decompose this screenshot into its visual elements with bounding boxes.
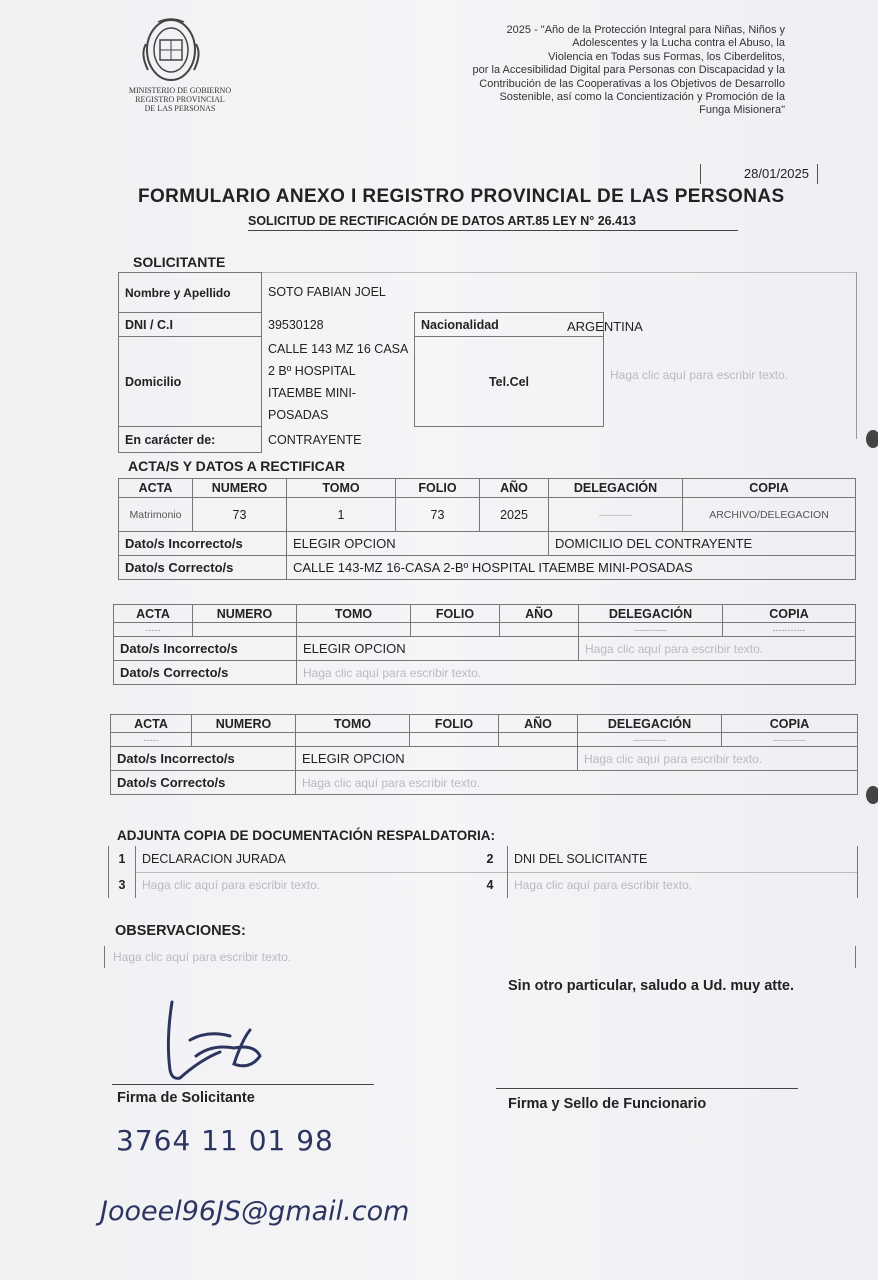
acta-value[interactable]: Matrimonio	[119, 498, 193, 532]
incorrect-label: Dato/s Incorrecto/s	[114, 637, 297, 661]
adjunta-item[interactable]: Haga clic aquí para escribir texto.	[508, 872, 858, 898]
incorrect-option-select[interactable]: ELEGIR OPCION	[296, 747, 578, 771]
ministry-line: REGISTRO PROVINCIAL	[135, 95, 225, 104]
section-observaciones: OBSERVACIONES:	[115, 923, 246, 939]
firma-solicitante-label: Firma de Solicitante	[117, 1090, 255, 1106]
correct-label: Dato/s Correcto/s	[114, 661, 297, 685]
correct-label: Dato/s Correcto/s	[111, 771, 296, 795]
col-delegacion: DELEGACIÓN	[549, 479, 683, 498]
folio-value[interactable]: 73	[396, 498, 480, 532]
anio-value[interactable]	[500, 623, 579, 637]
correct-text-field[interactable]: Haga clic aquí para escribir texto.	[296, 771, 858, 795]
delegacion-value[interactable]: -----------	[549, 498, 683, 532]
adjunta-item[interactable]: Haga clic aquí para escribir texto.	[136, 872, 474, 898]
incorrect-text-field[interactable]: Haga clic aquí para escribir texto.	[579, 637, 856, 661]
incorrect-label: Dato/s Incorrecto/s	[111, 747, 296, 771]
col-folio: FOLIO	[411, 605, 500, 623]
col-acta: ACTA	[114, 605, 193, 623]
observaciones-field[interactable]: Haga clic aquí para escribir texto.	[104, 946, 856, 968]
col-anio: AÑO	[499, 715, 578, 733]
col-tomo: TOMO	[296, 715, 410, 733]
ministry-line: DE LAS PERSONAS	[144, 104, 216, 113]
section-adjunta: ADJUNTA COPIA DE DOCUMENTACIÓN RESPALDATORIA:	[117, 828, 495, 843]
solicitante-table	[118, 272, 604, 453]
nombre-field[interactable]: SOTO FABIAN JOEL	[268, 285, 386, 300]
dni-field[interactable]: 39530128	[268, 317, 324, 332]
copia-value[interactable]: -----------	[722, 733, 858, 747]
acta-value[interactable]: -----	[114, 623, 193, 637]
correct-text-field[interactable]: CALLE 143-MZ 16-CASA 2-Bº HOSPITAL ITAEMBE MINI-POSADAS	[287, 556, 856, 580]
folio-value[interactable]	[410, 733, 499, 747]
anio-value[interactable]: 2025	[480, 498, 549, 532]
dni-label: DNI / C.I	[119, 313, 262, 337]
col-delegacion: DELEGACIÓN	[579, 605, 723, 623]
col-numero: NUMERO	[193, 479, 287, 498]
col-acta: ACTA	[111, 715, 192, 733]
binder-hole-icon	[866, 430, 878, 448]
correct-label: Dato/s Correcto/s	[119, 556, 287, 580]
tomo-value[interactable]: 1	[287, 498, 396, 532]
incorrect-text-field[interactable]: DOMICILIO DEL CONTRAYENTE	[549, 532, 856, 556]
col-folio: FOLIO	[410, 715, 499, 733]
incorrect-text-field[interactable]: Haga clic aquí para escribir texto.	[578, 747, 858, 771]
adjunta-item[interactable]: DNI DEL SOLICITANTE	[508, 846, 858, 872]
acta-value[interactable]: -----	[111, 733, 192, 747]
col-copia: COPIA	[683, 479, 856, 498]
adjunta-table	[108, 846, 858, 898]
copia-value[interactable]: ARCHIVO/DELEGACION	[683, 498, 856, 532]
year-motto: 2025 - "Año de la Protección Integral para Niñas, Niños y Adolescentes y la Lucha contra el Abuso, la Violencia en Todas sus Formas, los Ciberdelitos, por la Accesibilidad Digital para Personas con Discapacidad y la Contribución de las Cooperativas a los Objetivos de Desarrollo Sostenible, así como la Concientización y Promoción de la Funga Misionera"	[472, 24, 785, 117]
nombre-label: Nombre y Apellido	[119, 273, 262, 313]
adjunta-item[interactable]: DECLARACION JURADA	[136, 846, 474, 872]
form-title: FORMULARIO ANEXO I REGISTRO PROVINCIAL DE LAS PERSONAS	[138, 186, 785, 207]
anio-value[interactable]	[499, 733, 578, 747]
incorrect-option-select[interactable]: ELEGIR OPCION	[287, 532, 549, 556]
col-folio: FOLIO	[396, 479, 480, 498]
numero-value[interactable]	[192, 733, 296, 747]
adjunta-number: 2	[486, 851, 494, 866]
applicant-signature-icon	[150, 1000, 280, 1100]
delegacion-value[interactable]: -----------	[578, 733, 722, 747]
closing-text: Sin otro particular, saludo a Ud. muy atte.	[508, 978, 795, 994]
signature-line-applicant	[112, 1084, 374, 1085]
domicilio-label: Domicilio	[119, 337, 262, 427]
incorrect-option-select[interactable]: ELEGIR OPCION	[297, 637, 579, 661]
ministry-name	[100, 86, 260, 113]
col-anio: AÑO	[480, 479, 549, 498]
col-numero: NUMERO	[192, 715, 296, 733]
col-tomo: TOMO	[287, 479, 396, 498]
numero-value[interactable]	[193, 623, 297, 637]
adjunta-number: 4	[473, 872, 508, 898]
acta-block-3	[110, 714, 858, 795]
adjunta-number: 1	[109, 846, 136, 872]
telcel-label: Tel.Cel	[415, 337, 604, 427]
form-subtitle: SOLICITUD DE RECTIFICACIÓN DE DATOS ART.85 LEY N° 26.413	[248, 214, 738, 231]
signature-line-official	[496, 1088, 798, 1089]
section-actas: ACTA/S Y DATOS A RECTIFICAR	[128, 458, 346, 474]
nacionalidad-field[interactable]: ARGENTINA	[567, 319, 643, 334]
caracter-field[interactable]: CONTRAYENTE	[268, 432, 362, 447]
caracter-label: En carácter de:	[119, 427, 262, 453]
col-acta: ACTA	[119, 479, 193, 498]
provincial-seal-icon	[136, 14, 206, 88]
telcel-field[interactable]: Haga clic aquí para escribir texto.	[610, 368, 789, 382]
col-anio: AÑO	[500, 605, 579, 623]
acta-block-1	[118, 478, 856, 580]
col-numero: NUMERO	[193, 605, 297, 623]
adjunta-number: 3	[109, 872, 136, 898]
delegacion-value[interactable]: -----------	[579, 623, 723, 637]
col-copia: COPIA	[723, 605, 856, 623]
acta-block-2	[113, 604, 856, 685]
folio-value[interactable]	[411, 623, 500, 637]
col-tomo: TOMO	[297, 605, 411, 623]
numero-value[interactable]: 73	[193, 498, 287, 532]
tomo-value[interactable]	[297, 623, 411, 637]
tomo-value[interactable]	[296, 733, 410, 747]
ministry-line: MINISTERIO DE GOBIERNO	[128, 86, 232, 95]
domicilio-field[interactable]: CALLE 143 MZ 16 CASA 2 Bº HOSPITAL ITAEMBE MINI-POSADAS	[268, 341, 408, 422]
col-delegacion: DELEGACIÓN	[578, 715, 722, 733]
form-date: 28/01/2025	[700, 164, 818, 184]
col-copia: COPIA	[722, 715, 858, 733]
incorrect-label: Dato/s Incorrecto/s	[119, 532, 287, 556]
handwritten-email: Jooeel96JS@gmail.com	[100, 1196, 410, 1227]
nacionalidad-label: Nacionalidad	[415, 313, 604, 337]
correct-text-field[interactable]: Haga clic aquí para escribir texto.	[297, 661, 856, 685]
binder-hole-icon	[866, 786, 878, 804]
handwritten-phone: 3764 11 01 98	[116, 1124, 334, 1157]
firma-funcionario-label: Firma y Sello de Funcionario	[508, 1096, 707, 1112]
section-solicitante: SOLICITANTE	[133, 254, 226, 270]
copia-value[interactable]: -----------	[723, 623, 856, 637]
